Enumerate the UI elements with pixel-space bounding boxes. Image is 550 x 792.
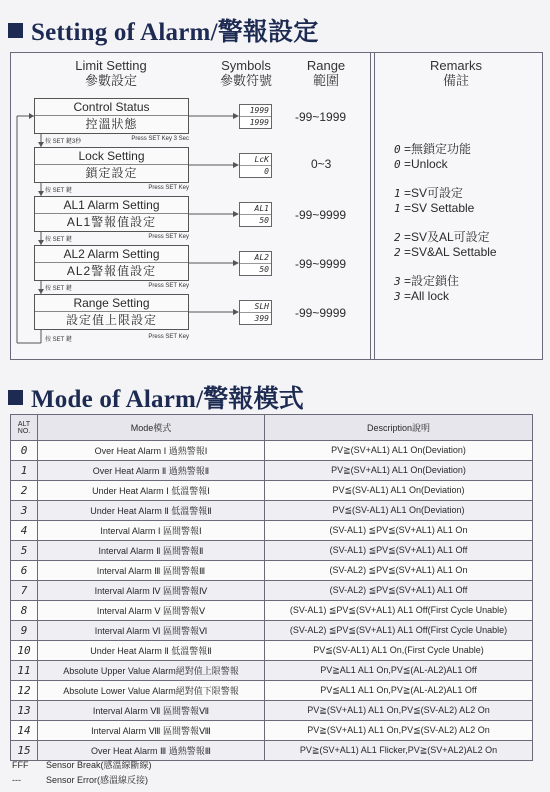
description-cell: (SV-AL2) ≦PV≦(SV+AL1) AL1 Off(First Cycle Unable) xyxy=(265,621,533,641)
key-hint-en: Press SET Key 3 Sec xyxy=(131,136,189,142)
alt-no: 15 xyxy=(11,741,38,761)
remark-zh: =SV及AL可設定 xyxy=(403,230,490,244)
col-range xyxy=(294,58,358,88)
table-row xyxy=(11,481,533,501)
key-hint xyxy=(45,283,195,292)
remark-unlock xyxy=(394,142,471,172)
column-divider xyxy=(374,53,375,359)
remark-sv-al-settable xyxy=(394,230,497,260)
key-hint-zh: 按 SET 鍵 xyxy=(45,237,72,243)
col-symbols-zh: 參數符號 xyxy=(219,73,272,88)
col-limit-setting xyxy=(46,58,176,88)
alt-no: 8 xyxy=(11,601,38,621)
description-cell: (SV-AL2) ≦PV≦(SV+AL1) AL1 Off xyxy=(265,581,533,601)
mode-cell: Over Heat Alarm Ⅰ 過熱警報Ⅰ xyxy=(38,441,265,461)
remark-code: 1 xyxy=(394,187,401,200)
description-cell: PV≧(SV+AL1) AL1 On,PV≦(SV-AL2) AL2 On xyxy=(265,721,533,741)
symbol-top: AL2 xyxy=(240,252,271,264)
footnote-text: Sensor Break(感溫線斷線) xyxy=(46,760,152,770)
col-symbols xyxy=(201,58,291,88)
step-label-en: Control Status xyxy=(35,99,188,116)
step-label-zh: AL2警報值設定 xyxy=(66,264,157,278)
alt-no: 11 xyxy=(11,661,38,681)
header-alt-no: ALT NO. xyxy=(11,415,38,441)
alt-no: 5 xyxy=(11,541,38,561)
symbol-top: SLH xyxy=(240,301,271,313)
remark-en: =All lock xyxy=(403,289,449,303)
symbol-bottom: 1999 xyxy=(249,118,269,127)
table-row xyxy=(11,681,533,701)
remark-code: 0 xyxy=(394,158,401,171)
step-range-setting xyxy=(34,294,189,330)
step-label-zh: 控溫狀態 xyxy=(85,117,138,131)
alt-no: 10 xyxy=(11,641,38,661)
key-hint-zh: 按 SET 鍵 xyxy=(45,286,72,292)
mode-cell: Interval Alarm Ⅵ 區間警報Ⅵ xyxy=(38,621,265,641)
symbol-bottom: 50 xyxy=(259,265,269,274)
description-cell: (SV-AL1) ≦PV≦(SV+AL1) AL1 On xyxy=(265,521,533,541)
mode-cell: Over Heat Alarm Ⅲ 過熱警報Ⅲ xyxy=(38,741,265,761)
key-hint-en: Press SET Key xyxy=(148,185,189,191)
footnote-sensor-error xyxy=(12,773,148,786)
symbol-bottom: 0 xyxy=(264,167,269,176)
col-symbols-en: Symbols xyxy=(221,58,271,73)
remark-zh: =設定鎖住 xyxy=(403,274,459,288)
description-cell: (SV-AL2) ≦PV≦(SV+AL1) AL1 On xyxy=(265,561,533,581)
range-value: -99~9999 xyxy=(295,257,347,271)
alt-no: 14 xyxy=(11,721,38,741)
description-cell: PV≦(SV-AL1) AL1 On,(First Cycle Unable) xyxy=(265,641,533,661)
description-cell: PV≦(SV-AL1) AL1 On(Deviation) xyxy=(265,481,533,501)
col-remarks-en: Remarks xyxy=(429,58,482,73)
alt-no: 7 xyxy=(11,581,38,601)
table-row xyxy=(11,701,533,721)
mode-cell: Interval Alarm Ⅱ 區間警報Ⅱ xyxy=(38,541,265,561)
heading-square-icon xyxy=(8,23,23,38)
table-row xyxy=(11,561,533,581)
setting-heading-text: Setting of Alarm/警報設定 xyxy=(31,19,319,46)
col-range-zh: 範圍 xyxy=(312,73,339,88)
step-label-zh: 鎖定設定 xyxy=(85,166,138,180)
remark-code: 2 xyxy=(394,231,401,244)
mode-heading-text: Mode of Alarm/警報模式 xyxy=(31,386,305,413)
col-remarks xyxy=(401,58,511,88)
symbol-display xyxy=(239,153,272,178)
col-limit-setting-en: Limit Setting xyxy=(75,58,147,73)
table-header-row xyxy=(11,415,533,441)
range-value: -99~9999 xyxy=(295,208,347,222)
table-row xyxy=(11,541,533,561)
setting-panel xyxy=(10,52,543,360)
key-hint-zh: 按 SET 鍵3秒 xyxy=(45,139,82,145)
description-cell: PV≦(SV-AL1) AL1 On(Deviation) xyxy=(265,501,533,521)
mode-cell: Under Heat Alarm Ⅱ 低溫警報Ⅱ xyxy=(38,641,265,661)
header-mode: Mode模式 xyxy=(38,415,265,441)
remark-en: =SV Settable xyxy=(403,201,475,215)
table-row xyxy=(11,641,533,661)
step-al1-alarm-setting xyxy=(34,196,189,232)
range-value: -99~9999 xyxy=(295,306,347,320)
header-description: Description說明 xyxy=(265,415,533,441)
table-row xyxy=(11,721,533,741)
step-label-en: Lock Setting xyxy=(35,148,188,165)
alt-no: 12 xyxy=(11,681,38,701)
remark-zh: =SV可設定 xyxy=(403,186,463,200)
key-hint-zh: 按 SET 鍵 xyxy=(45,337,72,343)
alt-no: 13 xyxy=(11,701,38,721)
description-cell: (SV-AL1) ≦PV≦(SV+AL1) AL1 Off xyxy=(265,541,533,561)
symbol-bottom: 50 xyxy=(259,216,269,225)
table-row xyxy=(11,621,533,641)
mode-cell: Interval Alarm Ⅳ 區間警報Ⅳ xyxy=(38,581,265,601)
footnote-code: --- xyxy=(12,775,21,785)
step-label-en: AL1 Alarm Setting xyxy=(35,197,188,214)
alt-no: 9 xyxy=(11,621,38,641)
mode-cell: Interval Alarm Ⅶ 區間警報Ⅶ xyxy=(38,701,265,721)
table-row xyxy=(11,461,533,481)
alt-no: 1 xyxy=(11,461,38,481)
symbol-display xyxy=(239,300,272,325)
key-hint xyxy=(45,334,195,343)
mode-cell: Absolute Lower Value Alarm絕對值下限警報 xyxy=(38,681,265,701)
footnote-text: Sensor Error(感溫線反接) xyxy=(46,775,149,785)
range-value: -99~1999 xyxy=(295,110,347,124)
key-hint xyxy=(45,136,195,145)
description-cell: PV≧(SV+AL1) AL1 On,PV≦(SV-AL2) AL2 On xyxy=(265,701,533,721)
symbol-display xyxy=(239,251,272,276)
description-cell: PV≧AL1 AL1 On,PV≦(AL-AL2)AL1 Off xyxy=(265,661,533,681)
setting-heading xyxy=(8,12,319,48)
column-divider xyxy=(370,53,371,359)
mode-cell: Interval Alarm Ⅲ 區間警報Ⅲ xyxy=(38,561,265,581)
symbol-top: AL1 xyxy=(240,203,271,215)
step-control-status xyxy=(34,98,189,134)
table-row xyxy=(11,661,533,681)
footnote-sensor-break xyxy=(12,758,152,771)
range-value: 0~3 xyxy=(311,157,332,171)
mode-cell: Absolute Upper Value Alarm絕對值上限警報 xyxy=(38,661,265,681)
step-label-zh: AL1警報值設定 xyxy=(66,215,157,229)
table-row xyxy=(11,601,533,621)
mode-heading xyxy=(8,379,304,415)
symbol-bottom: 399 xyxy=(254,314,269,323)
mode-cell: Under Heat Alarm Ⅰ 低溫警報Ⅰ xyxy=(38,481,265,501)
step-label-en: AL2 Alarm Setting xyxy=(35,246,188,263)
mode-cell: Over Heat Alarm Ⅱ 過熱警報Ⅱ xyxy=(38,461,265,481)
mode-cell: Under Heat Alarm Ⅱ 低溫警報Ⅱ xyxy=(38,501,265,521)
description-cell: (SV-AL1) ≦PV≦(SV+AL1) AL1 Off(First Cycle Unable) xyxy=(265,601,533,621)
key-hint-en: Press SET Key xyxy=(148,334,189,340)
heading-square-icon xyxy=(8,390,23,405)
key-hint xyxy=(45,185,195,194)
remark-en: =SV&AL Settable xyxy=(403,245,497,259)
mode-cell: Interval Alarm Ⅰ 區間警報Ⅰ xyxy=(38,521,265,541)
symbol-display xyxy=(239,104,272,129)
step-label-en: Range Setting xyxy=(35,295,188,312)
step-al2-alarm-setting xyxy=(34,245,189,281)
col-range-en: Range xyxy=(306,58,346,73)
alt-no: 0 xyxy=(11,441,38,461)
key-hint-zh: 按 SET 鍵 xyxy=(45,188,72,194)
step-lock-setting xyxy=(34,147,189,183)
remark-zh: =無鎖定功能 xyxy=(403,142,471,156)
remark-all-lock xyxy=(394,274,459,304)
remark-en: =Unlock xyxy=(403,157,448,171)
table-row xyxy=(11,581,533,601)
description-cell: PV≧(SV+AL1) AL1 On(Deviation) xyxy=(265,441,533,461)
col-remarks-zh: 備註 xyxy=(442,73,469,88)
alt-no: 3 xyxy=(11,501,38,521)
col-limit-setting-zh: 參數設定 xyxy=(84,73,137,88)
alt-no: 6 xyxy=(11,561,38,581)
key-hint-en: Press SET Key xyxy=(148,283,189,289)
remark-code: 3 xyxy=(394,290,401,303)
description-cell: PV≦AL1 AL1 On,PV≧(AL-AL2)AL1 Off xyxy=(265,681,533,701)
remark-code: 0 xyxy=(394,143,401,156)
key-hint-en: Press SET Key xyxy=(148,234,189,240)
table-row xyxy=(11,441,533,461)
remark-sv-settable xyxy=(394,186,474,216)
alarm-mode-table xyxy=(10,414,533,761)
table-row xyxy=(11,501,533,521)
key-hint xyxy=(45,234,195,243)
mode-cell: Interval Alarm Ⅴ 區間警報Ⅴ xyxy=(38,601,265,621)
remark-code: 2 xyxy=(394,246,401,259)
mode-cell: Interval Alarm Ⅷ 區間警報Ⅷ xyxy=(38,721,265,741)
description-cell: PV≧(SV+AL1) AL1 Flicker,PV≧(SV+AL2)AL2 On xyxy=(265,741,533,761)
alt-no: 4 xyxy=(11,521,38,541)
remark-code: 3 xyxy=(394,275,401,288)
step-label-zh: 設定值上限設定 xyxy=(65,313,157,327)
symbol-display xyxy=(239,202,272,227)
description-cell: PV≧(SV+AL1) AL1 On(Deviation) xyxy=(265,461,533,481)
footnote-code: FFF xyxy=(12,760,29,770)
symbol-top: 1999 xyxy=(240,105,271,117)
table-row xyxy=(11,521,533,541)
remark-code: 1 xyxy=(394,202,401,215)
symbol-top: LcK xyxy=(240,154,271,166)
alt-no: 2 xyxy=(11,481,38,501)
